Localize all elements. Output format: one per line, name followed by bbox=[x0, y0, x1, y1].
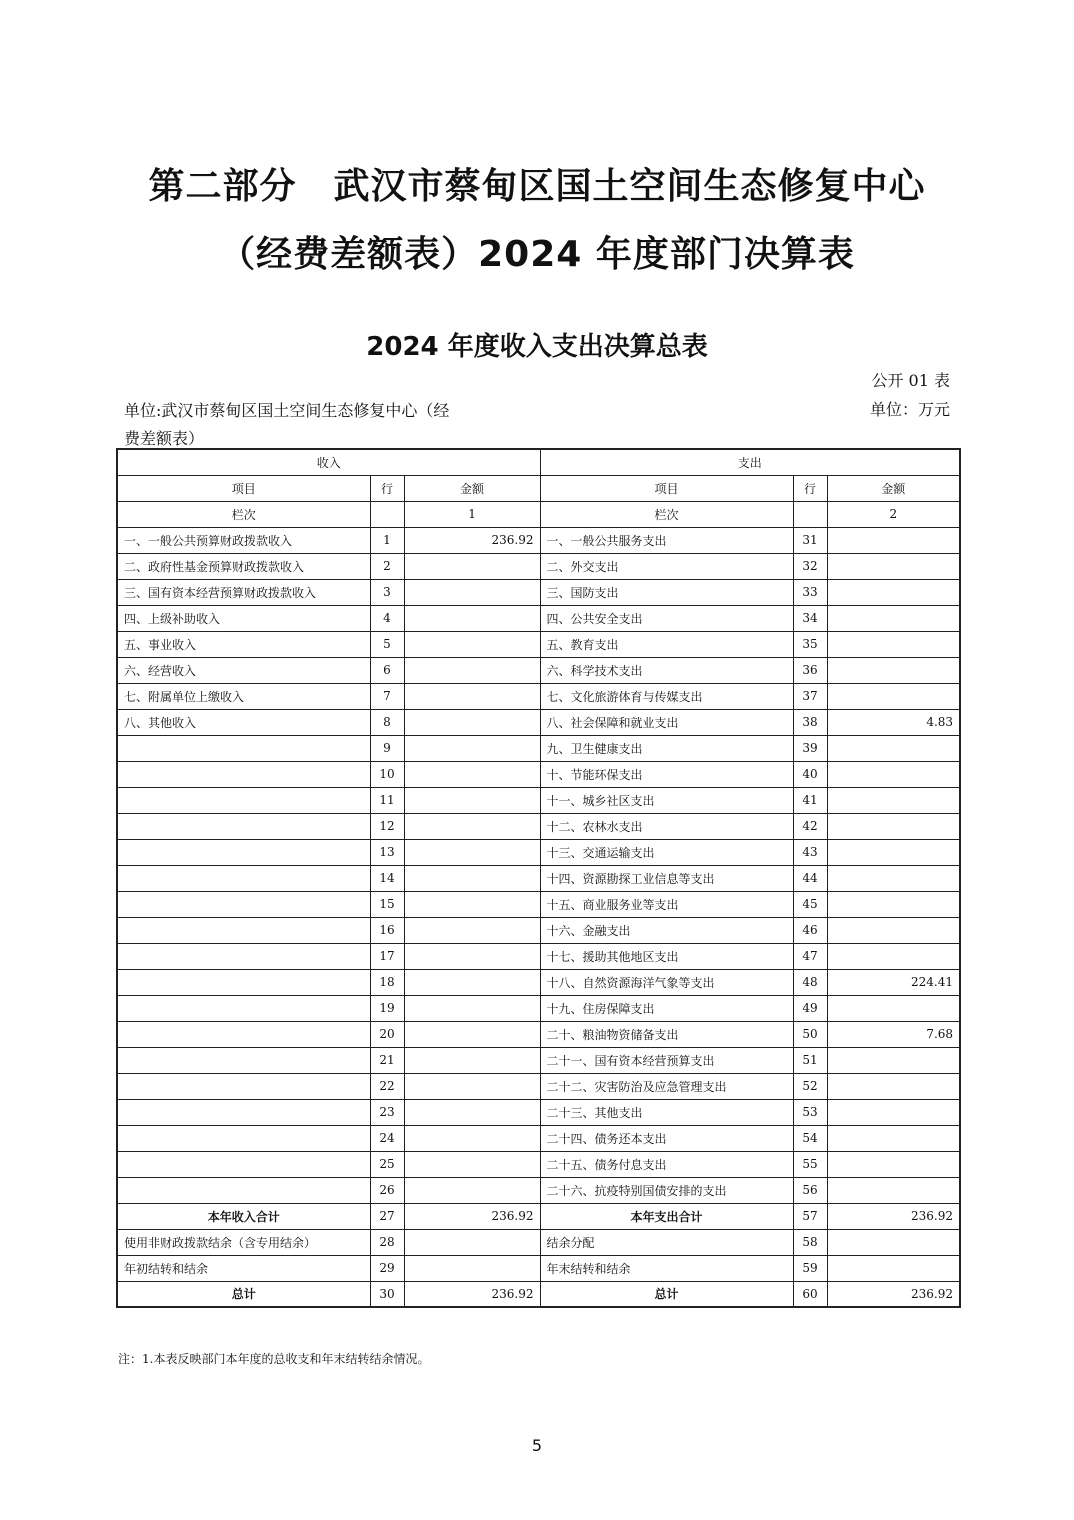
income-amount-cell bbox=[404, 969, 540, 995]
expense-amount-cell bbox=[827, 1229, 960, 1255]
income-row-number: 10 bbox=[370, 761, 404, 787]
income-amount-cell bbox=[404, 1177, 540, 1203]
income-amount-cell bbox=[404, 683, 540, 709]
expense-amount-cell bbox=[827, 631, 960, 657]
income-item-cell: 五、事业收入 bbox=[117, 631, 370, 657]
income-row-number: 2 bbox=[370, 553, 404, 579]
expense-amount-cell bbox=[827, 839, 960, 865]
income-row-number: 12 bbox=[370, 813, 404, 839]
expense-item-cell: 十八、自然资源海洋气象等支出 bbox=[540, 969, 793, 995]
income-row-number: 9 bbox=[370, 735, 404, 761]
expense-amount-cell bbox=[827, 579, 960, 605]
footnote: 注：1.本表反映部门本年度的总收支和年末结转结余情况。 bbox=[118, 1352, 430, 1366]
document-title-line-1: 第二部分 武汉市蔡甸区国土空间生态修复中心 bbox=[148, 166, 926, 207]
income-row-number: 27 bbox=[370, 1203, 404, 1229]
table-title: 2024 年度收入支出决算总表 bbox=[366, 332, 708, 362]
table-row bbox=[117, 735, 960, 761]
expense-item-cell: 十七、援助其他地区支出 bbox=[540, 943, 793, 969]
expense-item-cell: 一、一般公共服务支出 bbox=[540, 527, 793, 553]
expense-row-number: 43 bbox=[793, 839, 827, 865]
table-row bbox=[117, 1229, 960, 1255]
income-row-number: 6 bbox=[370, 657, 404, 683]
table-row bbox=[117, 891, 960, 917]
income-item-cell: 总计 bbox=[117, 1281, 370, 1307]
table-row bbox=[117, 865, 960, 891]
expense-section-header: 支出 bbox=[540, 449, 960, 475]
income-row-number: 20 bbox=[370, 1021, 404, 1047]
expense-row-number: 52 bbox=[793, 1073, 827, 1099]
income-item-cell bbox=[117, 969, 370, 995]
income-item-cell: 四、上级补助收入 bbox=[117, 605, 370, 631]
income-row-number: 21 bbox=[370, 1047, 404, 1073]
expense-row-number: 31 bbox=[793, 527, 827, 553]
income-item-cell bbox=[117, 865, 370, 891]
expense-row-number: 48 bbox=[793, 969, 827, 995]
income-amount-cell bbox=[404, 579, 540, 605]
expense-item-cell: 十、节能环保支出 bbox=[540, 761, 793, 787]
expense-item-cell: 十六、金融支出 bbox=[540, 917, 793, 943]
income-item-header: 项目 bbox=[117, 475, 370, 501]
income-amount-cell bbox=[404, 891, 540, 917]
income-expense-table bbox=[116, 448, 961, 1308]
table-row bbox=[117, 995, 960, 1021]
income-row-number: 3 bbox=[370, 579, 404, 605]
expense-row-number: 33 bbox=[793, 579, 827, 605]
expense-item-cell: 二十一、国有资本经营预算支出 bbox=[540, 1047, 793, 1073]
table-row bbox=[117, 787, 960, 813]
table-row bbox=[117, 761, 960, 787]
column-header-row bbox=[117, 475, 960, 501]
expense-amount-cell bbox=[827, 995, 960, 1021]
income-row-number: 1 bbox=[370, 527, 404, 553]
expense-amount-cell bbox=[827, 787, 960, 813]
income-amount-cell bbox=[404, 657, 540, 683]
expense-row-number: 54 bbox=[793, 1125, 827, 1151]
expense-row-number: 49 bbox=[793, 995, 827, 1021]
expense-item-cell: 二十五、债务付息支出 bbox=[540, 1151, 793, 1177]
income-item-cell bbox=[117, 1151, 370, 1177]
income-row-number: 16 bbox=[370, 917, 404, 943]
expense-item-cell: 十五、商业服务业等支出 bbox=[540, 891, 793, 917]
expense-amount-cell bbox=[827, 1125, 960, 1151]
table-row bbox=[117, 839, 960, 865]
table-row bbox=[117, 1151, 960, 1177]
income-item-cell bbox=[117, 1177, 370, 1203]
income-item-cell: 使用非财政拨款结余（含专用结余） bbox=[117, 1229, 370, 1255]
expense-row-number: 37 bbox=[793, 683, 827, 709]
income-row-number: 22 bbox=[370, 1073, 404, 1099]
table-row bbox=[117, 813, 960, 839]
expense-row-header: 行 bbox=[793, 475, 827, 501]
expense-item-cell: 二十六、抗疫特别国债安排的支出 bbox=[540, 1177, 793, 1203]
income-amount-cell bbox=[404, 735, 540, 761]
income-amount-cell bbox=[404, 1151, 540, 1177]
income-seq-label: 栏次 bbox=[117, 501, 370, 527]
income-section-header: 收入 bbox=[117, 449, 540, 475]
subtotal-row bbox=[117, 1203, 960, 1229]
expense-item-cell: 八、社会保障和就业支出 bbox=[540, 709, 793, 735]
expense-item-cell: 六、科学技术支出 bbox=[540, 657, 793, 683]
table-row bbox=[117, 527, 960, 553]
expense-row-number: 47 bbox=[793, 943, 827, 969]
table-row bbox=[117, 1073, 960, 1099]
expense-row-number: 38 bbox=[793, 709, 827, 735]
expense-amount-cell bbox=[827, 605, 960, 631]
expense-amount-cell: 236.92 bbox=[827, 1203, 960, 1229]
income-amount-cell bbox=[404, 1229, 540, 1255]
income-row-number: 30 bbox=[370, 1281, 404, 1307]
page-number: 5 bbox=[531, 1436, 543, 1455]
expense-item-cell: 二十二、灾害防治及应急管理支出 bbox=[540, 1073, 793, 1099]
expense-item-cell: 结余分配 bbox=[540, 1229, 793, 1255]
expense-row-number: 41 bbox=[793, 787, 827, 813]
expense-row-number: 53 bbox=[793, 1099, 827, 1125]
income-item-cell: 一、一般公共预算财政拨款收入 bbox=[117, 527, 370, 553]
table-row bbox=[117, 1021, 960, 1047]
expense-item-cell: 三、国防支出 bbox=[540, 579, 793, 605]
expense-amount-cell bbox=[827, 527, 960, 553]
expense-item-cell: 四、公共安全支出 bbox=[540, 605, 793, 631]
column-sequence-row bbox=[117, 501, 960, 527]
income-amount-cell bbox=[404, 917, 540, 943]
expense-amount-cell bbox=[827, 683, 960, 709]
expense-item-cell: 本年支出合计 bbox=[540, 1203, 793, 1229]
income-item-cell bbox=[117, 813, 370, 839]
expense-row-number: 56 bbox=[793, 1177, 827, 1203]
table-row bbox=[117, 1255, 960, 1281]
income-row-number: 17 bbox=[370, 943, 404, 969]
expense-amount-cell bbox=[827, 1255, 960, 1281]
expense-row-number: 35 bbox=[793, 631, 827, 657]
income-row-number: 4 bbox=[370, 605, 404, 631]
table-row bbox=[117, 657, 960, 683]
income-amount-cell bbox=[404, 787, 540, 813]
expense-amount-cell bbox=[827, 891, 960, 917]
expense-item-cell: 十一、城乡社区支出 bbox=[540, 787, 793, 813]
reporting-unit: 单位:武汉市蔡甸区国土空间生态修复中心（经费差额表） bbox=[124, 401, 450, 448]
expense-item-cell: 九、卫生健康支出 bbox=[540, 735, 793, 761]
income-seq-blank bbox=[370, 501, 404, 527]
income-amount-cell bbox=[404, 1099, 540, 1125]
form-code: 公开 01 表 bbox=[871, 371, 950, 390]
total-row bbox=[117, 1281, 960, 1307]
table-row bbox=[117, 683, 960, 709]
income-item-cell bbox=[117, 839, 370, 865]
income-item-cell bbox=[117, 787, 370, 813]
expense-amount-cell bbox=[827, 553, 960, 579]
income-amount-cell bbox=[404, 631, 540, 657]
income-amount-cell bbox=[404, 995, 540, 1021]
table-row bbox=[117, 631, 960, 657]
income-amount-header: 金额 bbox=[404, 475, 540, 501]
expense-seq-number: 2 bbox=[827, 501, 960, 527]
expense-amount-cell bbox=[827, 1073, 960, 1099]
expense-amount-cell bbox=[827, 917, 960, 943]
income-row-number: 26 bbox=[370, 1177, 404, 1203]
income-item-cell bbox=[117, 761, 370, 787]
income-amount-cell: 236.92 bbox=[404, 1281, 540, 1307]
income-row-number: 13 bbox=[370, 839, 404, 865]
income-row-number: 24 bbox=[370, 1125, 404, 1151]
expense-amount-cell bbox=[827, 865, 960, 891]
income-amount-cell bbox=[404, 1255, 540, 1281]
expense-item-cell: 总计 bbox=[540, 1281, 793, 1307]
income-row-number: 23 bbox=[370, 1099, 404, 1125]
income-item-cell: 六、经营收入 bbox=[117, 657, 370, 683]
expense-item-header: 项目 bbox=[540, 475, 793, 501]
expense-item-cell: 二、外交支出 bbox=[540, 553, 793, 579]
section-header-row bbox=[117, 449, 960, 475]
expense-row-number: 59 bbox=[793, 1255, 827, 1281]
expense-row-number: 46 bbox=[793, 917, 827, 943]
expense-item-cell: 二十三、其他支出 bbox=[540, 1099, 793, 1125]
income-row-number: 28 bbox=[370, 1229, 404, 1255]
income-item-cell bbox=[117, 917, 370, 943]
table-row bbox=[117, 605, 960, 631]
expense-item-cell: 五、教育支出 bbox=[540, 631, 793, 657]
expense-row-number: 55 bbox=[793, 1151, 827, 1177]
expense-row-number: 60 bbox=[793, 1281, 827, 1307]
expense-amount-cell bbox=[827, 735, 960, 761]
expense-row-number: 40 bbox=[793, 761, 827, 787]
income-item-cell bbox=[117, 891, 370, 917]
table-row bbox=[117, 917, 960, 943]
table-row bbox=[117, 709, 960, 735]
income-amount-cell bbox=[404, 813, 540, 839]
income-item-cell bbox=[117, 1125, 370, 1151]
income-item-cell: 三、国有资本经营预算财政拨款收入 bbox=[117, 579, 370, 605]
income-amount-cell: 236.92 bbox=[404, 1203, 540, 1229]
income-item-cell: 二、政府性基金预算财政拨款收入 bbox=[117, 553, 370, 579]
income-row-number: 29 bbox=[370, 1255, 404, 1281]
expense-amount-cell: 4.83 bbox=[827, 709, 960, 735]
income-row-number: 19 bbox=[370, 995, 404, 1021]
expense-item-cell: 二十四、债务还本支出 bbox=[540, 1125, 793, 1151]
income-amount-cell bbox=[404, 1047, 540, 1073]
expense-item-cell: 十二、农林水支出 bbox=[540, 813, 793, 839]
income-item-cell: 年初结转和结余 bbox=[117, 1255, 370, 1281]
income-amount-cell bbox=[404, 1021, 540, 1047]
income-amount-cell bbox=[404, 865, 540, 891]
income-amount-cell bbox=[404, 1073, 540, 1099]
expense-amount-cell: 224.41 bbox=[827, 969, 960, 995]
expense-row-number: 44 bbox=[793, 865, 827, 891]
income-item-cell bbox=[117, 943, 370, 969]
expense-row-number: 57 bbox=[793, 1203, 827, 1229]
expense-amount-cell bbox=[827, 943, 960, 969]
table-row bbox=[117, 1125, 960, 1151]
income-item-cell: 本年收入合计 bbox=[117, 1203, 370, 1229]
income-row-number: 14 bbox=[370, 865, 404, 891]
income-row-number: 18 bbox=[370, 969, 404, 995]
expense-row-number: 39 bbox=[793, 735, 827, 761]
expense-amount-cell bbox=[827, 1151, 960, 1177]
document-title-line-2: （经费差额表）2024 年度部门决算表 bbox=[219, 234, 855, 275]
income-amount-cell bbox=[404, 761, 540, 787]
expense-amount-cell bbox=[827, 761, 960, 787]
income-amount-cell bbox=[404, 709, 540, 735]
income-item-cell bbox=[117, 1047, 370, 1073]
table-row bbox=[117, 969, 960, 995]
expense-item-cell: 十九、住房保障支出 bbox=[540, 995, 793, 1021]
expense-row-number: 36 bbox=[793, 657, 827, 683]
income-row-number: 15 bbox=[370, 891, 404, 917]
expense-row-number: 42 bbox=[793, 813, 827, 839]
income-amount-cell: 236.92 bbox=[404, 527, 540, 553]
income-row-number: 7 bbox=[370, 683, 404, 709]
expense-amount-cell: 7.68 bbox=[827, 1021, 960, 1047]
expense-item-cell: 二十、粮油物资储备支出 bbox=[540, 1021, 793, 1047]
table-row bbox=[117, 553, 960, 579]
table-row bbox=[117, 579, 960, 605]
expense-amount-cell bbox=[827, 1177, 960, 1203]
income-item-cell: 八、其他收入 bbox=[117, 709, 370, 735]
expense-seq-blank bbox=[793, 501, 827, 527]
income-row-number: 25 bbox=[370, 1151, 404, 1177]
income-item-cell bbox=[117, 735, 370, 761]
currency-unit: 单位：万元 bbox=[869, 400, 950, 419]
income-row-number: 8 bbox=[370, 709, 404, 735]
income-item-cell bbox=[117, 1099, 370, 1125]
income-amount-cell bbox=[404, 605, 540, 631]
income-amount-cell bbox=[404, 839, 540, 865]
income-item-cell bbox=[117, 995, 370, 1021]
table-row bbox=[117, 1099, 960, 1125]
income-row-number: 5 bbox=[370, 631, 404, 657]
expense-amount-cell: 236.92 bbox=[827, 1281, 960, 1307]
table-row bbox=[117, 1177, 960, 1203]
income-row-header: 行 bbox=[370, 475, 404, 501]
expense-item-cell: 七、文化旅游体育与传媒支出 bbox=[540, 683, 793, 709]
expense-item-cell: 年末结转和结余 bbox=[540, 1255, 793, 1281]
expense-row-number: 50 bbox=[793, 1021, 827, 1047]
table-row bbox=[117, 943, 960, 969]
table-row bbox=[117, 1047, 960, 1073]
income-amount-cell bbox=[404, 553, 540, 579]
expense-amount-cell bbox=[827, 1047, 960, 1073]
expense-amount-cell bbox=[827, 1099, 960, 1125]
expense-amount-header: 金额 bbox=[827, 475, 960, 501]
expense-row-number: 34 bbox=[793, 605, 827, 631]
expense-row-number: 45 bbox=[793, 891, 827, 917]
income-seq-number: 1 bbox=[404, 501, 540, 527]
income-amount-cell bbox=[404, 1125, 540, 1151]
expense-row-number: 58 bbox=[793, 1229, 827, 1255]
expense-amount-cell bbox=[827, 813, 960, 839]
income-amount-cell bbox=[404, 943, 540, 969]
income-item-cell bbox=[117, 1073, 370, 1099]
income-item-cell: 七、附属单位上缴收入 bbox=[117, 683, 370, 709]
expense-amount-cell bbox=[827, 657, 960, 683]
expense-row-number: 32 bbox=[793, 553, 827, 579]
expense-item-cell: 十四、资源勘探工业信息等支出 bbox=[540, 865, 793, 891]
expense-seq-label: 栏次 bbox=[540, 501, 793, 527]
expense-item-cell: 十三、交通运输支出 bbox=[540, 839, 793, 865]
income-row-number: 11 bbox=[370, 787, 404, 813]
income-item-cell bbox=[117, 1021, 370, 1047]
expense-row-number: 51 bbox=[793, 1047, 827, 1073]
